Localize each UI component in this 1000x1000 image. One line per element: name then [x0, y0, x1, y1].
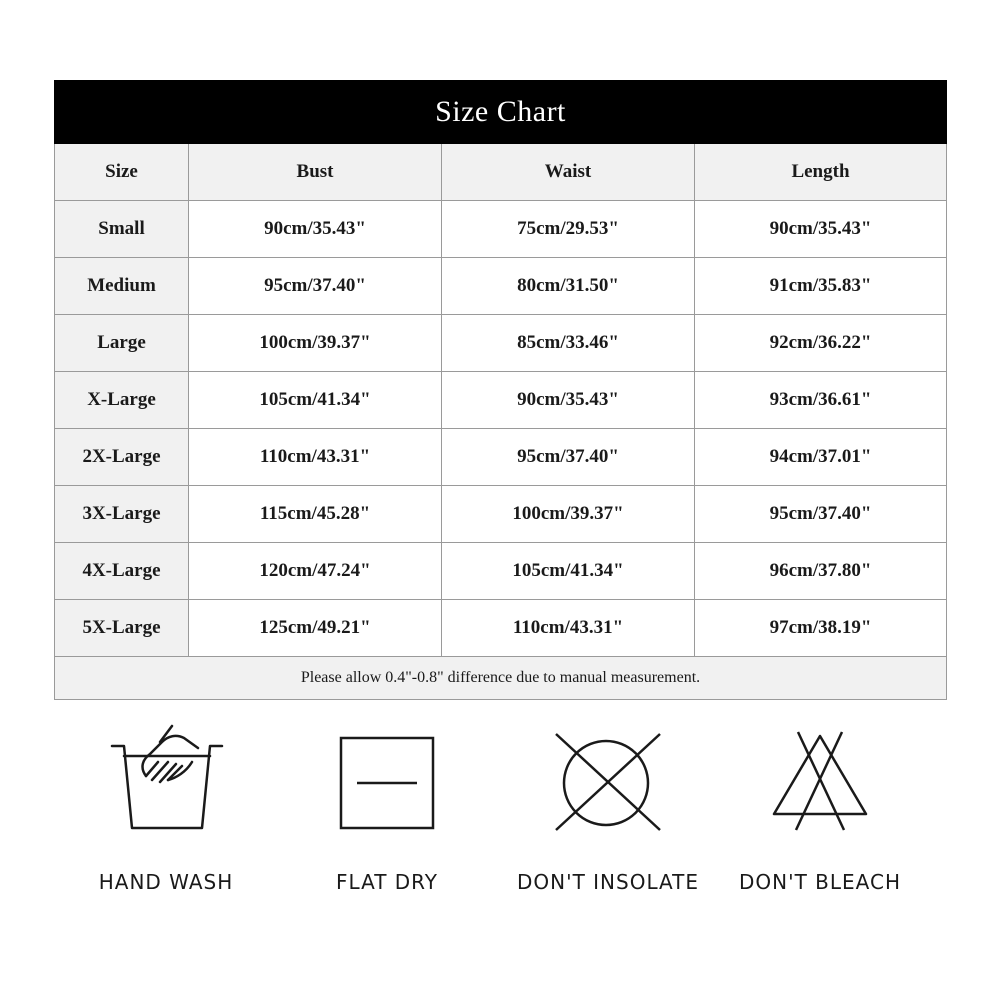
dont-bleach-icon [760, 722, 880, 832]
size-cell: Large [55, 315, 189, 372]
waist-cell: 110cm/43.31" [442, 600, 695, 657]
hand-wash-label: HAND WASH [98, 870, 234, 894]
size-cell: 2X-Large [55, 429, 189, 486]
table-row [55, 543, 947, 600]
column-header-length: Length [695, 144, 947, 201]
care-dont-bleach [720, 722, 920, 894]
bust-cell: 95cm/37.40" [189, 258, 442, 315]
column-header-bust: Bust [189, 144, 442, 201]
waist-cell: 95cm/37.40" [442, 429, 695, 486]
care-dont-insolate [508, 722, 708, 894]
table-row [55, 315, 947, 372]
dont-insolate-label: DON'T INSOLATE [516, 870, 700, 894]
dont-bleach-label: DON'T BLEACH [738, 870, 901, 894]
waist-cell: 75cm/29.53" [442, 201, 695, 258]
table-row [55, 429, 947, 486]
table-row [55, 258, 947, 315]
size-chart-title: Size Chart [55, 81, 947, 144]
table-row [55, 201, 947, 258]
waist-cell: 80cm/31.50" [442, 258, 695, 315]
length-cell: 95cm/37.40" [695, 486, 947, 543]
length-cell: 96cm/37.80" [695, 543, 947, 600]
bust-cell: 100cm/39.37" [189, 315, 442, 372]
bust-cell: 115cm/45.28" [189, 486, 442, 543]
size-cell: X-Large [55, 372, 189, 429]
table-row [55, 486, 947, 543]
flat-dry-label: FLAT DRY [335, 870, 439, 894]
column-header-size: Size [55, 144, 189, 201]
table-row [55, 600, 947, 657]
table-row [55, 372, 947, 429]
length-cell: 92cm/36.22" [695, 315, 947, 372]
flat-dry-icon [327, 722, 447, 832]
bust-cell: 120cm/47.24" [189, 543, 442, 600]
dont-insolate-icon [548, 722, 668, 832]
title-row [55, 81, 947, 144]
care-hand-wash [66, 722, 266, 894]
waist-cell: 90cm/35.43" [442, 372, 695, 429]
size-cell: 4X-Large [55, 543, 189, 600]
size-cell: 5X-Large [55, 600, 189, 657]
length-cell: 93cm/36.61" [695, 372, 947, 429]
waist-cell: 105cm/41.34" [442, 543, 695, 600]
length-cell: 97cm/38.19" [695, 600, 947, 657]
length-cell: 91cm/35.83" [695, 258, 947, 315]
length-cell: 94cm/37.01" [695, 429, 947, 486]
length-cell: 90cm/35.43" [695, 201, 947, 258]
waist-cell: 85cm/33.46" [442, 315, 695, 372]
measurement-note: Please allow 0.4"-0.8" difference due to manual measurement. [55, 657, 947, 700]
care-flat-dry [287, 722, 487, 894]
size-cell: 3X-Large [55, 486, 189, 543]
bust-cell: 90cm/35.43" [189, 201, 442, 258]
hand-wash-icon [106, 722, 226, 832]
bust-cell: 105cm/41.34" [189, 372, 442, 429]
size-cell: Medium [55, 258, 189, 315]
size-chart-table [54, 80, 947, 700]
waist-cell: 100cm/39.37" [442, 486, 695, 543]
note-row [55, 657, 947, 700]
bust-cell: 110cm/43.31" [189, 429, 442, 486]
bust-cell: 125cm/49.21" [189, 600, 442, 657]
size-cell: Small [55, 201, 189, 258]
header-row [55, 144, 947, 201]
column-header-waist: Waist [442, 144, 695, 201]
